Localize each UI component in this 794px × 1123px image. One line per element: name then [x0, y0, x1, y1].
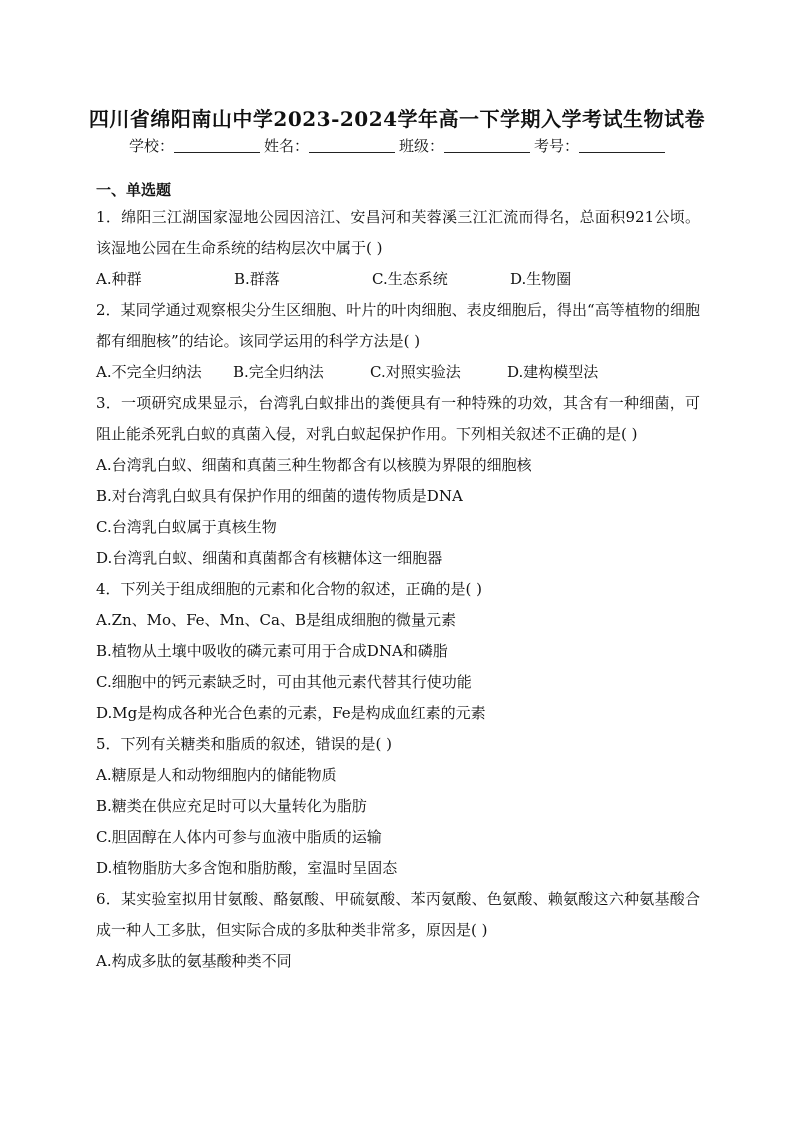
- option-d: D.生物圈: [510, 270, 572, 288]
- option-a: A.Zn、Mo、Fe、Mn、Ca、B是组成细胞的微量元素: [96, 611, 457, 629]
- school-label: 学校：: [128, 137, 174, 155]
- option-c: C.对照实验法: [370, 363, 461, 381]
- section-heading: 一、单选题: [96, 181, 172, 199]
- option-a: A.台湾乳白蚁、细菌和真菌三种生物都含有以核膜为界限的细胞核: [96, 456, 532, 474]
- question-stem: 5．下列有关糖类和脂质的叙述，错误的是( ): [96, 735, 393, 753]
- option-d: D.植物脂肪大多含饱和脂肪酸，室温时呈固态: [96, 859, 398, 877]
- option-c: C.台湾乳白蚁属于真核生物: [96, 518, 277, 536]
- option-a: A.构成多肽的氨基酸种类不同: [96, 952, 292, 970]
- option-row: [96, 357, 700, 388]
- option-c: C.细胞中的钙元素缺乏时，可由其他元素代替其行使功能: [96, 673, 472, 691]
- question-stem: 2．某同学通过观察根尖分生区细胞、叶片的叶肉细胞、表皮细胞后，得出“高等植物的细胞都有细胞核”的结论。该同学运用的科学方法是( ): [96, 301, 700, 350]
- exam-number-label: 考号：: [534, 137, 580, 155]
- exam-number-blank: [579, 138, 665, 153]
- option-a: A.糖原是人和动物细胞内的储能物质: [96, 766, 337, 784]
- option-b: B.植物从土壤中吸收的磷元素可用于合成DNA和磷脂: [96, 642, 448, 660]
- question-stem: 6．某实验室拟用甘氨酸、酪氨酸、甲硫氨酸、苯丙氨酸、色氨酸、赖氨酸这六种氨基酸合成一种人工多肽，但实际合成的多肽种类非常多，原因是( ): [96, 890, 700, 939]
- question-2: [96, 295, 700, 388]
- option-c: C.生态系统: [372, 270, 448, 288]
- option-a: A.不完全归纳法: [96, 363, 202, 381]
- option-b: B.完全归纳法: [233, 363, 324, 381]
- question-3: [96, 388, 700, 574]
- question-area: [96, 180, 700, 977]
- question-stem: 1．绵阳三江湖国家湿地公园因涪江、安昌河和芙蓉溪三江汇流而得名，总面积921公顷。该湿地公园在生命系统的结构层次中属于( ): [96, 208, 700, 257]
- exam-title: 四川省绵阳南山中学2023-2024学年高一下学期入学考试生物试卷: [88, 107, 706, 131]
- option-c: C.胆固醇在人体内可参与血液中脂质的运输: [96, 828, 382, 846]
- question-4: [96, 574, 700, 729]
- name-blank: [309, 138, 395, 153]
- question-stem: 4．下列关于组成细胞的元素和化合物的叙述，正确的是( ): [96, 580, 483, 598]
- question-6: [96, 884, 700, 977]
- option-b: B.糖类在供应充足时可以大量转化为脂肪: [96, 797, 367, 815]
- option-d: D.建构模型法: [507, 363, 599, 381]
- option-d: D.台湾乳白蚁、细菌和真菌都含有核糖体这一细胞器: [96, 549, 443, 567]
- student-info-line: [0, 135, 794, 156]
- class-label: 班级：: [399, 137, 445, 155]
- question-1: [96, 202, 700, 295]
- class-blank: [444, 138, 530, 153]
- option-a: A.种群: [96, 270, 142, 288]
- option-d: D.Mg是构成各种光合色素的元素，Fe是构成血红素的元素: [96, 704, 486, 722]
- name-label: 姓名：: [263, 137, 309, 155]
- option-b: B.群落: [234, 270, 280, 288]
- question-stem: 3．一项研究成果显示，台湾乳白蚁排出的粪便具有一种特殊的功效，其含有一种细菌，可阻止能杀死乳白蚁的真菌入侵，对乳白蚁起保护作用。下列相关叙述不正确的是( ): [96, 394, 700, 443]
- question-5: [96, 729, 700, 884]
- school-blank: [174, 138, 260, 153]
- option-row: [96, 264, 700, 295]
- option-b: B.对台湾乳白蚁具有保护作用的细菌的遗传物质是DNA: [96, 487, 463, 505]
